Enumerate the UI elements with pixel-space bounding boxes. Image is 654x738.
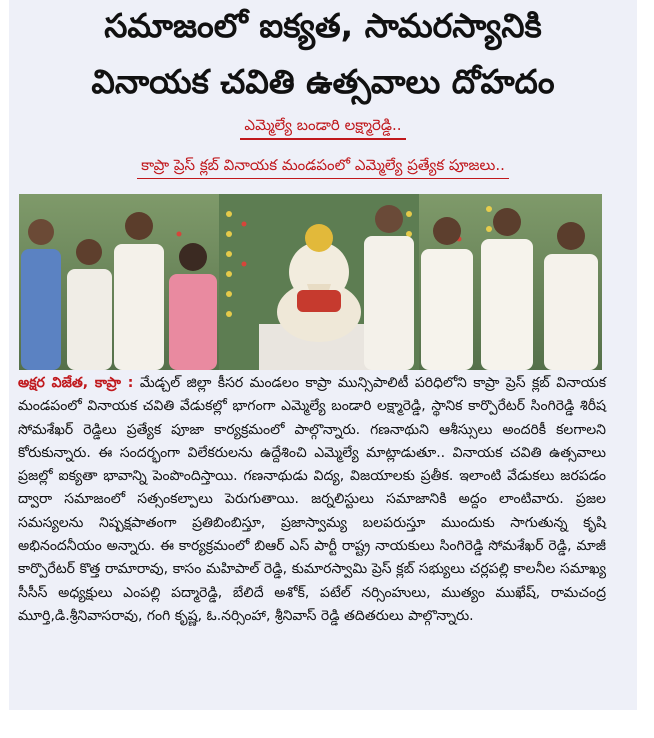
headline-line-1: సమాజంలో ఐక్యత, సామరస్యానికి — [104, 6, 542, 45]
subheading-1 — [9, 114, 637, 140]
headline-line-2: వినాయక చవితి ఉత్సవాలు దోహదం — [91, 62, 555, 101]
subheading-2-text: కాప్రా ప్రెస్ క్లబ్ వినాయక మండపంలో ఎమ్మెల్యే ప్రత్యేక పూజలు.. — [137, 154, 509, 179]
news-photo — [19, 194, 602, 370]
subheading-1-text: ఎమ్మెల్యే బండారి లక్ష్మారెడ్డి.. — [240, 114, 405, 140]
byline: అక్షర విజేత, కాప్రా : — [18, 375, 134, 391]
subheading-2 — [9, 154, 637, 179]
article-body-text: మేడ్చల్ జిల్లా కీసర మండలం కాప్రా మున్సిపాలిటీ పరిధిలోని కాప్రా ప్రెస్ క్లబ్ వినాయక మండపంలో వినాయక చవితి వేడుకల్లో భాగంగా ఎమ్మెల్యే బండారి లక్ష్మారెడ్డి, స్థానిక కార్పొరేటర్ సింగిరెడ్డి శిరీష సోమశేఖర్ రెడ్డిలు ప్రత్యేక పూజా కార్యక్రమంలో పాల్గొన్నారు. గణనాథుని ఆశీస్సులు అందరికీ కలగాలని కోరుకున్నారు. ఈ సందర్భంగా విలేకరులను ఉద్దేశించి ఎమ్మెల్యే మాట్లాడుతూ.. వినాయక చవితి ఉత్సవాలు ప్రజల్లో ఐక్యతా భావాన్ని పెంపొందిస్తాయి. గణనాథుడు విద్య, విజయాలకు ప్రతీక. ఇలాంటి వేడుకలు జరపడం ద్వారా సమాజంలో సత్సంకల్పాలు పెరుగుతాయి. జర్నలిస్టులు సమాజానికి అద్దం లాంటివారు. ప్రజల సమస్యలను నిష్పక్షపాతంగా ప్రతిబింబిస్తూ, ప్రజాస్వామ్య బలపరుస్తూ ముందుకు సాగుతున్న కృషి అభినందనీయం అన్నారు. ఈ కార్యక్రమంలో బిఆర్ ఎస్ పార్టీ రాష్ట్ర నాయకులు సింగిరెడ్డి సోమశేఖర్ రెడ్డి, మాజీ కార్పొరేటర్ కొత్త రామారావు, కాసం మహిపాల్ రెడ్డి, కుమారస్వామి ప్రెస్ క్లబ్ సభ్యులు చర్లపల్లి కాలనీల సమాఖ్య సీసీస్ అధ్యక్షులు ఎంపల్లి పద్మారెడ్డి, బేలిదే అశోక్, పటేల్ నర్సింహులు, ముత్యం ముఖేష్, రామచంద్ర మూర్తి,డి.శ్రీనివాసరావు, గంగి కృష్ణ, ఓ.నర్సింహా, శ్రీనివాస్ రెడ్డి తదితరులు పాల్గొన్నారు. — [18, 375, 606, 624]
article-body — [18, 372, 606, 628]
news-photo-illustration — [19, 194, 602, 370]
